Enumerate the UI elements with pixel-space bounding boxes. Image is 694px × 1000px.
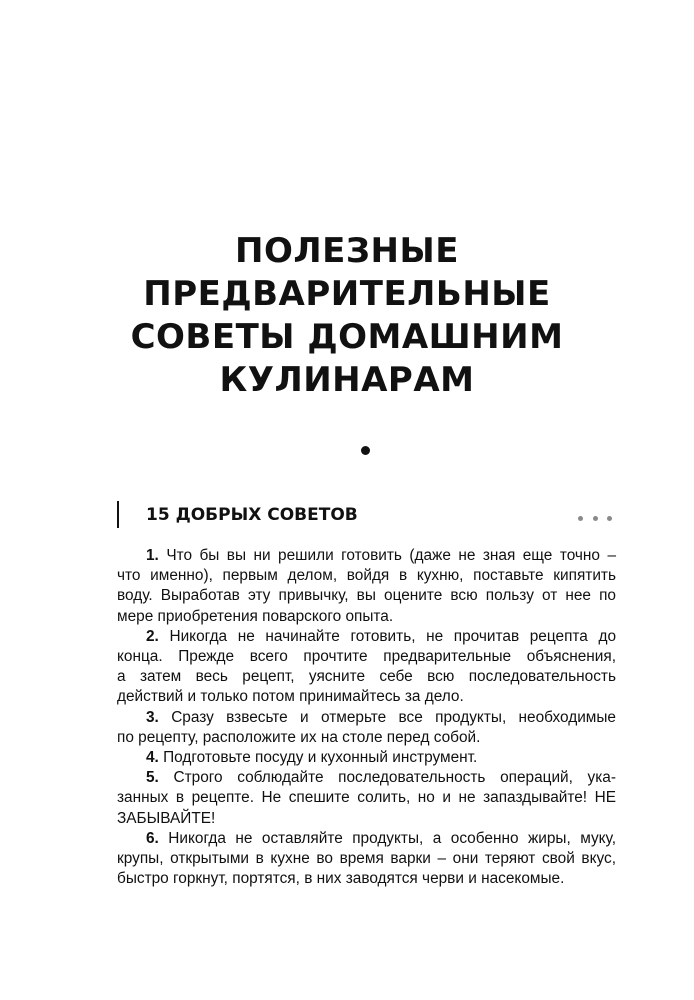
tip-line: Подготовьте посуду и кухонный инструмент. — [163, 749, 478, 767]
chapter-title — [0, 230, 694, 402]
tip-line: Никогда не оставляйте продукты, а особенно жиры, муку, — [168, 829, 616, 847]
tip-number: 1. — [146, 547, 159, 564]
ornament-dot — [607, 516, 612, 521]
tip-line: Сразу взвесьте и отмерьте все продукты, необходимые — [171, 708, 616, 726]
tip-paragraph — [117, 546, 616, 627]
ornament-dot — [593, 516, 598, 521]
chapter-title-line: ПРЕДВАРИТЕЛЬНЫЕ — [143, 274, 551, 314]
tip-line: занных в рецепте. Не спешите солить, но и не запаздывайте! НЕ — [117, 789, 616, 807]
tip-number: 3. — [146, 708, 159, 726]
chapter-title-line: ПОЛЕЗНЫЕ — [235, 231, 459, 271]
tip-paragraph — [117, 748, 616, 768]
chapter-title-line: КУЛИНАРАМ — [219, 360, 475, 400]
tip-line: что именно), первым делом, войдя в кухню, поставьте кипятить — [117, 567, 616, 585]
tip-line: по рецепту, расположите их на столе перед собой. — [117, 728, 481, 746]
tip-number: 2. — [146, 627, 159, 645]
ornament-dot — [578, 516, 583, 521]
tip-line: ЗАБЫВАЙТЕ! — [117, 809, 216, 827]
tip-paragraph — [117, 829, 616, 890]
section-ornament-dots — [578, 516, 612, 522]
tip-line: мере приобретения поварского опыта. — [117, 607, 394, 625]
tip-line: воду. Выработав эту привычку, вы оцените всю пользу от нее по — [117, 587, 616, 605]
tip-line: Никогда не начинайте готовить, не прочитав рецепта до — [169, 627, 617, 645]
tip-line: крупы, открытыми в кухне во время варки – они теряют свой вкус, — [117, 850, 616, 868]
tip-number: 6. — [146, 829, 159, 847]
tip-number: 4. — [146, 749, 159, 767]
section-title: 15 ДОБРЫХ СОВЕТОВ — [146, 505, 358, 525]
tips-list — [117, 546, 616, 889]
tip-line: конца. Прежде всего прочтите предварительные объяснения, — [117, 648, 616, 666]
ornament-dot — [361, 446, 370, 455]
tip-line: быстро горкнут, портятся, в них заводятся черви и насекомые. — [117, 870, 565, 888]
section-marker-bar — [117, 501, 119, 528]
tip-number: 5. — [146, 769, 159, 787]
chapter-title-line: СОВЕТЫ ДОМАШНИМ — [130, 317, 564, 357]
tip-line: Строго соблюдайте последовательность операций, ука- — [173, 769, 616, 787]
tip-paragraph — [117, 768, 616, 829]
tip-line: Что бы вы ни решили готовить (даже не зная еще точно – — [166, 547, 617, 564]
tip-paragraph — [117, 627, 616, 708]
tip-paragraph — [117, 708, 616, 748]
tip-line: действий и только потом принимайтесь за дело. — [117, 688, 464, 706]
tip-line: а затем весь рецепт, уясните себе всю последовательность — [117, 668, 616, 686]
